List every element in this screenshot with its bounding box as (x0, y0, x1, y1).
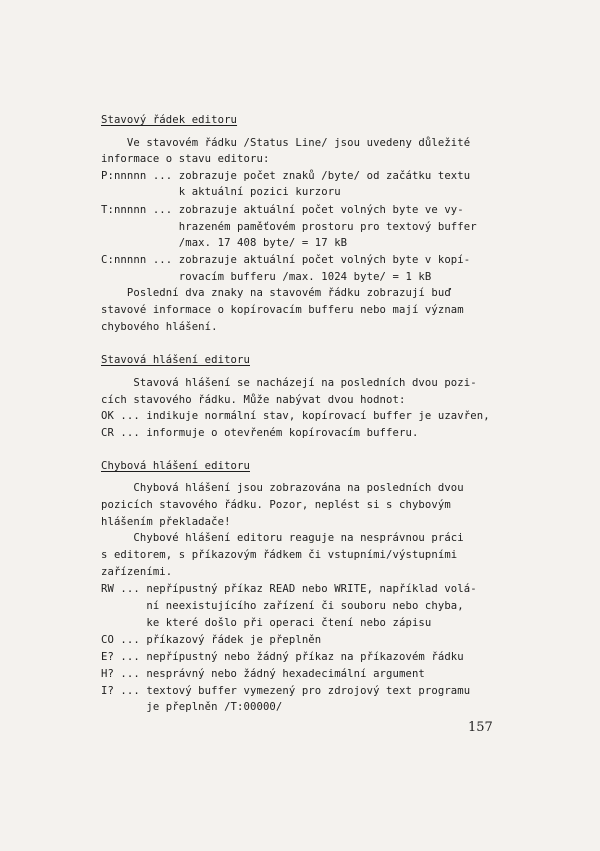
text-line: pozicích stavového řádku. Pozor, neplést si s chybovým (101, 499, 451, 511)
text-line: ke které došlo při operaci čtení nebo zápisu (101, 617, 432, 629)
text-line: k aktuální pozici kurzoru (101, 186, 341, 198)
text-line: hlášením překladače! (101, 516, 231, 528)
section-heading-status-line: Stavový řádek editoru (101, 114, 238, 126)
text-line: CR ... informuje o otevřeném kopírovacím bufferu. (101, 427, 419, 439)
page-number: 157 (468, 720, 493, 735)
text-line: /max. 17 408 byte/ = 17 kB (101, 237, 348, 249)
text-line: chybového hlášení. (101, 321, 218, 333)
text-line: rovacím bufferu /max. 1024 byte/ = 1 kB (101, 271, 432, 283)
text-line: s editorem, s příkazovým řádkem či vstupními/výstupními (101, 549, 458, 561)
section-heading-error-messages: Chybová hlášení editoru (101, 460, 250, 472)
text-line: RW ... nepřípustný příkaz READ nebo WRITE, například volá- (101, 583, 477, 595)
text-line: zařízeními. (101, 566, 173, 578)
text-line: H? ... nesprávný nebo žádný hexadecimální argument (101, 668, 425, 680)
text-line: C:nnnnn ... zobrazuje aktuální počet volných byte v kopí- (101, 254, 471, 266)
text-line: Ve stavovém řádku /Status Line/ jsou uvedeny důležité (101, 137, 471, 149)
text-line: cích stavového řádku. Může nabývat dvou hodnot: (101, 394, 406, 406)
text-line: T:nnnnn ... zobrazuje aktuální počet volných byte ve vy- (101, 204, 464, 216)
text-line: P:nnnnn ... zobrazuje počet znaků /byte/ od začátku textu (101, 170, 471, 182)
section-heading-status-messages: Stavová hlášení editoru (101, 354, 250, 366)
text-line: je přeplněn /T:00000/ (101, 701, 283, 713)
text-line: Chybové hlášení editoru reaguje na nesprávnou práci (101, 532, 464, 544)
text-line: Chybová hlášení jsou zobrazována na posledních dvou (101, 482, 464, 494)
text-line: Poslední dva znaky na stavovém řádku zobrazují buď (101, 287, 451, 299)
text-line: I? ... textový buffer vymezený pro zdrojový text programu (101, 685, 471, 697)
text-line: informace o stavu editoru: (101, 153, 270, 165)
text-line: stavové informace o kopírovacím bufferu nebo mají význam (101, 304, 464, 316)
text-line: E? ... nepřípustný nebo žádný příkaz na příkazovém řádku (101, 651, 464, 663)
text-line: ní neexistujícího zařízení či souboru nebo chyba, (101, 600, 464, 612)
text-line: Stavová hlášení se nacházejí na posledních dvou pozi- (101, 377, 477, 389)
text-line: OK ... indikuje normální stav, kopírovací buffer je uzavřen, (101, 410, 490, 422)
text-line: hrazeném paměťovém prostoru pro textový buffer (101, 221, 477, 233)
text-line: CO ... příkazový řádek je přeplněn (101, 634, 322, 646)
